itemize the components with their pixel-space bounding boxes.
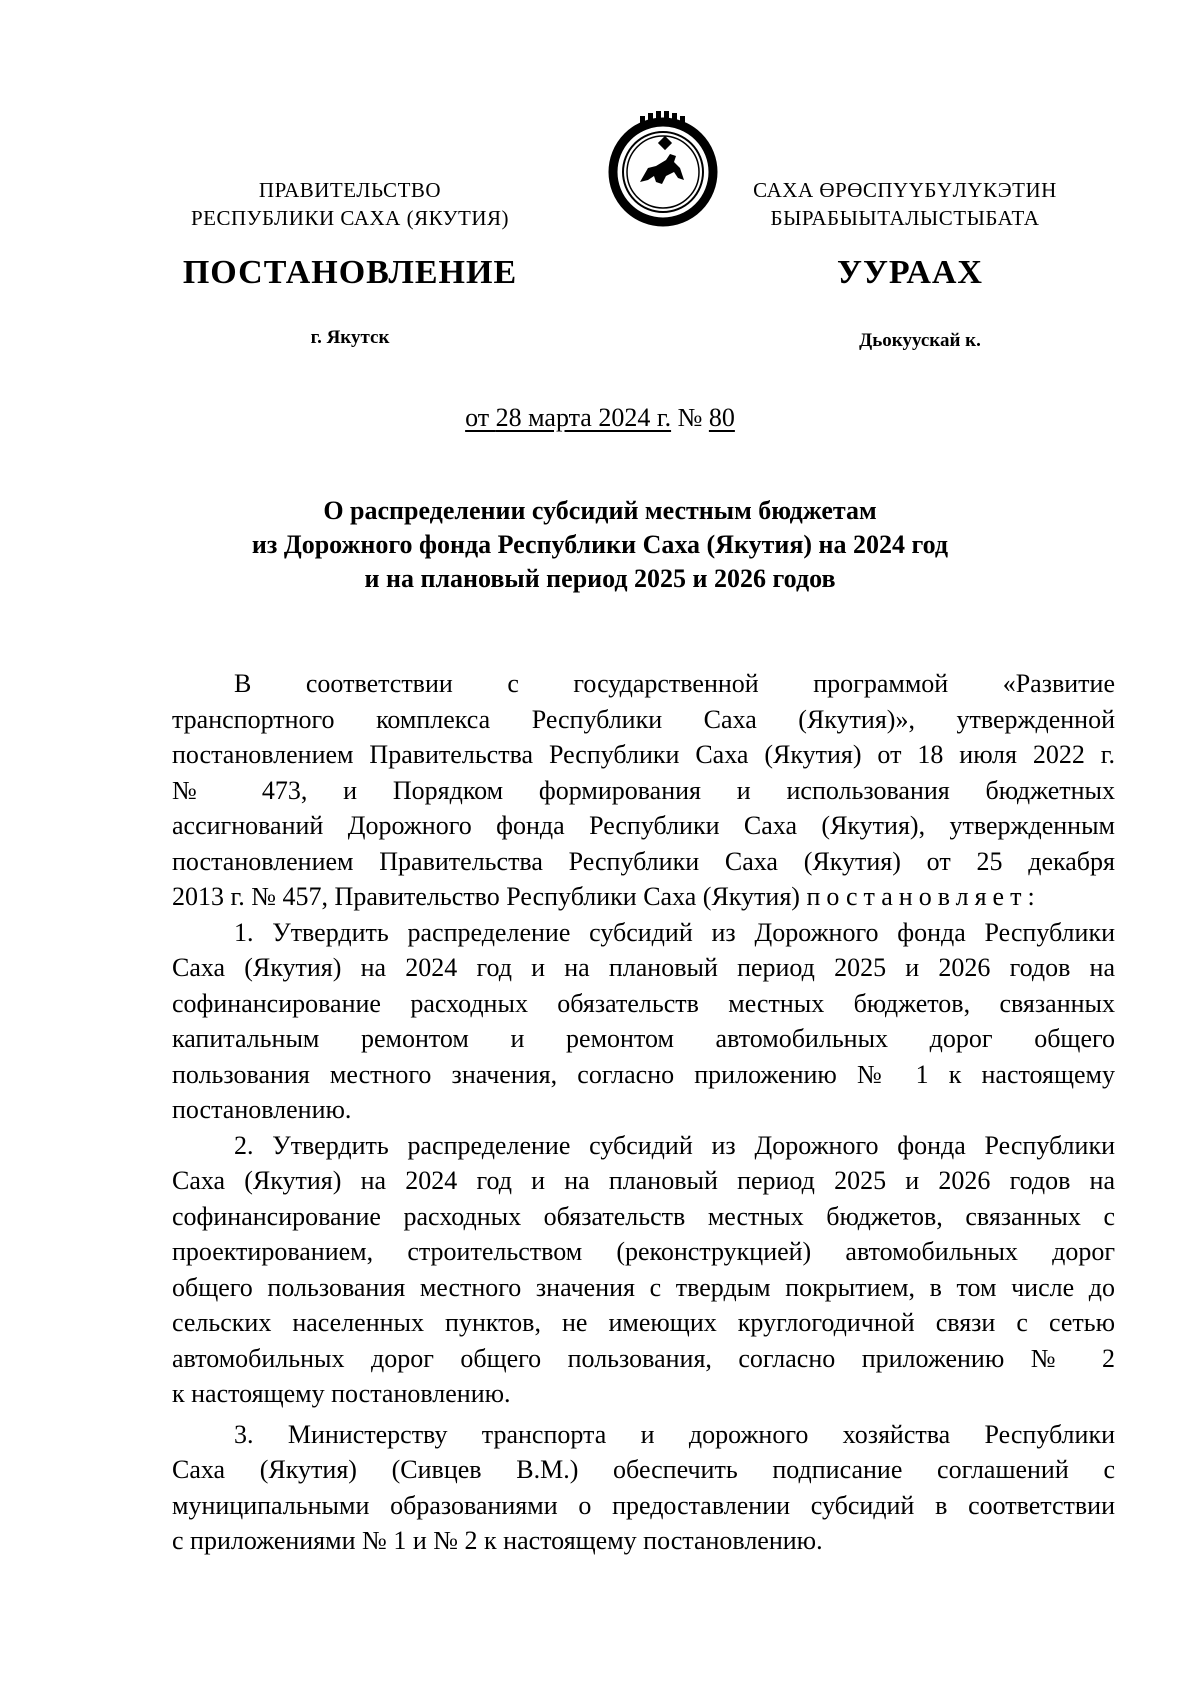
date-prefix: от — [465, 403, 496, 432]
text-line: сельских населенных пунктов, не имеющих круглогодичной связи с сетью — [172, 1308, 1115, 1337]
document-subject — [200, 494, 1000, 596]
preamble-paragraph — [172, 666, 1115, 915]
document-number: 80 — [708, 403, 735, 432]
text-line: постановлением Правительства Республики Саха (Якутия) от 18 июля 2022 г. — [172, 740, 1115, 769]
subject-line: О распределении субсидий местным бюджетам — [323, 496, 877, 525]
city-sah: Дьокуускай к. — [859, 330, 981, 351]
text-line: 3. Министерству транспорта и дорожного хозяйства Республики — [234, 1419, 1115, 1449]
text-line: проектированием, строительством (реконструкцией) автомобильных дорог — [172, 1237, 1115, 1266]
text-line: Саха (Якутия) (Сивцев В.М.) обеспечить подписание соглашений с — [172, 1455, 1115, 1484]
document-type-sah: УУРААХ — [837, 254, 983, 291]
text-line: В соответствии с государственной программой «Развитие — [234, 669, 1115, 698]
text-line: с приложениями № 1 и № 2 к настоящему постановлению. — [172, 1526, 823, 1555]
government-name-ru — [150, 176, 550, 232]
text-segment: 2013 г. № 457, Правительство Республики Саха (Якутия) — [172, 882, 807, 911]
text-line: Саха (Якутия) на 2024 год и на плановый период 2025 и 2026 годов на — [172, 953, 1115, 982]
text-line: транспортного комплекса Республики Саха (Якутия)», утвержденной — [172, 704, 1115, 734]
resolves-word: постановляет: — [806, 882, 1041, 911]
paragraph-1 — [172, 915, 1115, 1128]
text-line: пользования местного значения, согласно приложению № 1 к настоящему — [172, 1059, 1115, 1089]
document-body — [172, 666, 1115, 1559]
text-line: капитальным ремонтом и ремонтом автомобильных дорог общего — [172, 1024, 1115, 1053]
text-line: софинансирование расходных обязательств местных бюджетов, связанных — [172, 988, 1115, 1018]
text-line: муниципальными образованиями о предоставлении субсидий в соответствии — [172, 1490, 1115, 1520]
government-name-sah — [715, 176, 1095, 232]
text-line: автомобильных дорог общего пользования, согласно приложению № 2 — [172, 1343, 1115, 1373]
text-line: 2. Утвердить распределение субсидий из Дорожного фонда Республики — [234, 1130, 1115, 1160]
header-right-line2: БЫРАБЫЫТАЛЫСТЫБАТА — [770, 206, 1040, 230]
subject-line: и на плановый период 2025 и 2026 годов — [364, 564, 836, 593]
text-line: Саха (Якутия) на 2024 год и на плановый период 2025 и 2026 годов на — [172, 1166, 1115, 1195]
paragraph-2 — [172, 1128, 1115, 1412]
document-date: 28 марта 2024 г. — [495, 403, 672, 432]
text-line: № 473, и Порядком формирования и использования бюджетных — [172, 775, 1115, 805]
header-left-line2: РЕСПУБЛИКИ САХА (ЯКУТИЯ) — [190, 206, 510, 230]
text-line: софинансирование расходных обязательств местных бюджетов, связанных с — [172, 1201, 1115, 1231]
number-label: № — [671, 403, 709, 432]
paragraph-3 — [172, 1417, 1115, 1559]
text-line: 1. Утвердить распределение субсидий из Дорожного фонда Республики — [234, 917, 1115, 947]
text-line: постановлению. — [172, 1095, 352, 1124]
coat-of-arms-emblem-icon — [604, 110, 722, 228]
document-date-line — [0, 403, 1200, 433]
city-ru: г. Якутск — [310, 327, 390, 348]
header-left-line1: ПРАВИТЕЛЬСТВО — [258, 178, 442, 202]
text-line: к настоящему постановлению. — [172, 1379, 511, 1408]
text-line: постановлением Правительства Республики Саха (Якутия) от 25 декабря — [172, 846, 1115, 876]
text-line: общего пользования местного значения с твердым покрытием, в том числе до — [172, 1272, 1115, 1302]
header-right-line1: САХА ӨРӨСПҮҮБҮЛҮКЭТИН — [753, 178, 1057, 202]
subject-line: из Дорожного фонда Республики Саха (Якутия) на 2024 год — [251, 530, 949, 559]
text-line — [172, 879, 1115, 915]
document-type-ru: ПОСТАНОВЛЕНИЕ — [182, 254, 518, 291]
text-line: ассигнований Дорожного фонда Республики Саха (Якутия), утвержденным — [172, 811, 1115, 840]
